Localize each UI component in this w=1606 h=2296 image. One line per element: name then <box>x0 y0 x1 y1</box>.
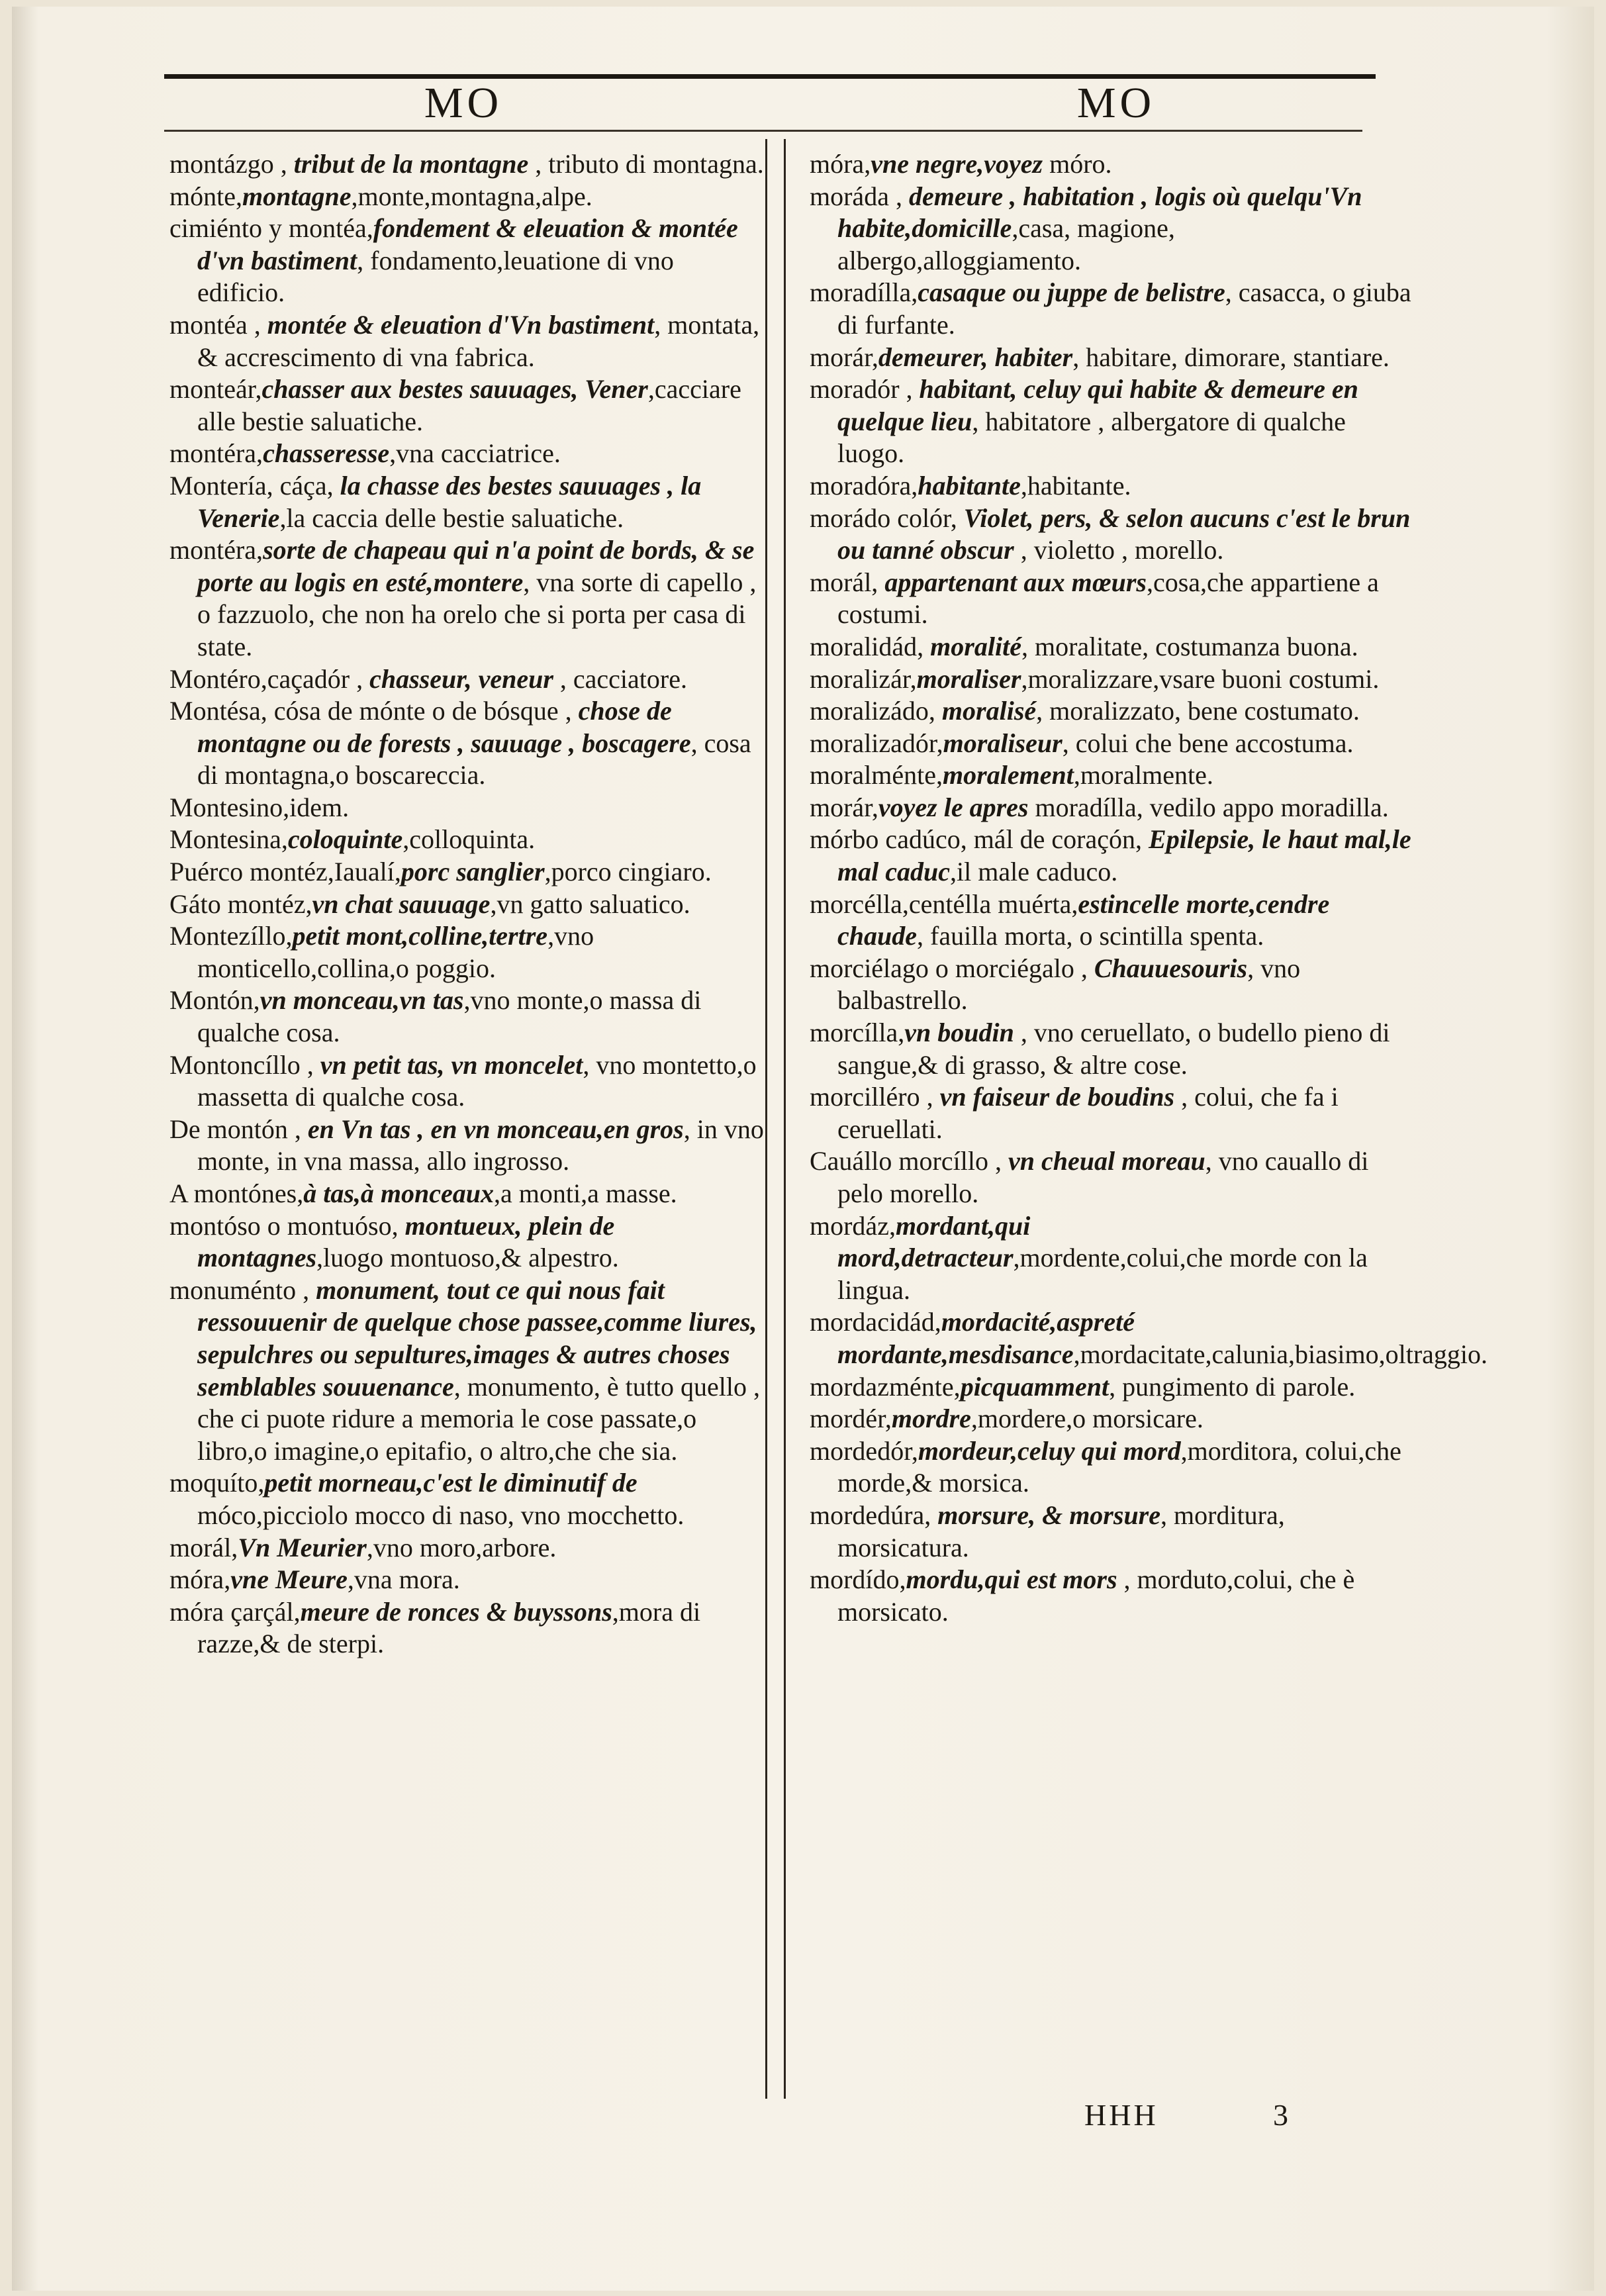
dictionary-entry <box>169 1210 764 1274</box>
french-gloss: moralité <box>930 631 1021 661</box>
left-column <box>169 148 764 1660</box>
italian-gloss: ,vna mora. <box>347 1564 460 1595</box>
spanish-headword: De montón , <box>169 1114 308 1144</box>
italian-gloss: ,vno monte,o massa di qualche cosa. <box>197 985 702 1048</box>
spanish-headword: Montesina, <box>169 824 288 855</box>
spanish-headword: mordér, <box>810 1404 892 1434</box>
italian-gloss: ,moralmente. <box>1073 760 1213 790</box>
spanish-headword: moráda , <box>810 181 909 211</box>
french-gloss: demeure , habitation , logis où quelqu'Vn habite,domicille <box>837 181 1362 244</box>
spanish-headword: morcélla,centélla muérta, <box>810 888 1078 919</box>
spanish-headword: móra, <box>169 1564 231 1595</box>
running-head-left: MO <box>424 79 503 127</box>
spanish-headword: Cauállo morcíllo , <box>810 1146 1008 1176</box>
dictionary-entry <box>169 824 764 856</box>
spanish-headword: mordacidád, <box>810 1307 941 1337</box>
dictionary-entry <box>810 1435 1417 1500</box>
italian-gloss: ,luogo montuoso,& alpestro. <box>316 1243 619 1273</box>
dictionary-entry <box>810 824 1417 888</box>
spanish-headword: mordáz, <box>810 1210 896 1241</box>
dictionary-entry <box>810 953 1417 1017</box>
spanish-headword: morál, <box>169 1532 238 1562</box>
italian-gloss: , montata, & accrescimento di vna fabrica. <box>197 309 760 372</box>
italian-gloss: ,casa, magione, albergo,alloggiamento. <box>837 213 1175 275</box>
spanish-headword: Montésa, cósa de mónte o de bósque , <box>169 696 579 726</box>
spanish-headword: moralidád, <box>810 631 931 661</box>
french-gloss: mordacité,aspreté mordante,mesdisance <box>837 1307 1135 1369</box>
column-rule-left <box>765 139 767 2099</box>
dictionary-entry <box>169 213 764 309</box>
italian-gloss: , habitatore , albergatore di qualche luogo. <box>837 406 1346 469</box>
spanish-headword: monuménto , <box>169 1274 316 1305</box>
french-gloss: mordeur,celuy qui mord <box>918 1435 1181 1466</box>
french-gloss: en Vn tas , en vn monceau,en gros <box>307 1114 684 1144</box>
dictionary-entry <box>810 1145 1417 1210</box>
spanish-headword: morádo colór, <box>810 502 964 533</box>
french-gloss: moraliser <box>916 663 1021 694</box>
italian-gloss: , habitare, dimorare, stantiare. <box>1072 342 1390 372</box>
dictionary-entry <box>810 728 1417 760</box>
spanish-headword: mordído, <box>810 1564 906 1595</box>
french-gloss: morsure, & morsure <box>937 1500 1161 1530</box>
italian-gloss: , vno balbastrello. <box>837 953 1301 1016</box>
dictionary-entry <box>810 1371 1417 1404</box>
french-gloss: meure de ronces & buyssons <box>300 1596 612 1627</box>
french-gloss: coloquinte <box>287 824 403 855</box>
spanish-headword: moralizádo, <box>810 696 942 726</box>
spanish-headword: mórbo cadúco, mál de coraçón, <box>810 824 1149 855</box>
italian-gloss: ,vn gatto saluatico. <box>490 888 690 919</box>
french-gloss: picquamment <box>960 1371 1110 1402</box>
dictionary-entry <box>810 888 1417 953</box>
dictionary-entry <box>169 373 764 438</box>
french-gloss: vn cheual moreau <box>1008 1146 1205 1176</box>
spanish-headword: montóso o montuóso, <box>169 1210 405 1241</box>
italian-gloss: , fauilla morta, o scintilla spenta. <box>917 921 1264 951</box>
italian-gloss: , colui che bene accostuma. <box>1062 728 1354 758</box>
italian-gloss: ,moralizzare,vsare buoni costumi. <box>1021 663 1380 694</box>
dictionary-entry <box>169 438 764 470</box>
dictionary-entry <box>810 663 1417 696</box>
dictionary-entry <box>169 1467 764 1531</box>
french-gloss: vne negre,voyez <box>871 149 1043 179</box>
dictionary-entry <box>810 759 1417 792</box>
french-gloss: montée & eleuation d'Vn bastiment <box>267 309 655 340</box>
dictionary-page <box>12 7 1594 2291</box>
spanish-headword: morál, <box>810 567 885 597</box>
italian-gloss: ,mordere,o morsicare. <box>970 1404 1204 1434</box>
french-gloss: à tas,à monceaux <box>303 1178 495 1208</box>
dictionary-entry <box>169 1049 764 1114</box>
dictionary-entry <box>810 1210 1417 1307</box>
spanish-headword: A montónes, <box>169 1178 304 1208</box>
right-column <box>810 148 1488 1628</box>
dictionary-entry <box>169 148 764 181</box>
italian-gloss: moradílla, vedilo appo moradilla. <box>1028 792 1389 822</box>
spanish-headword: morcílla, <box>810 1018 905 1048</box>
spanish-headword: móra, <box>810 149 871 179</box>
french-gloss: demeurer, habiter <box>878 342 1073 372</box>
spanish-headword: monteár, <box>169 374 262 405</box>
dictionary-entry <box>169 888 764 921</box>
dictionary-entry <box>810 181 1417 277</box>
spanish-headword: moquíto, <box>169 1468 265 1498</box>
french-gloss: porc sanglier <box>401 857 545 887</box>
italian-gloss: ,cosa,che appartiene a costumi. <box>837 567 1379 630</box>
header-subrule <box>164 130 1362 132</box>
spanish-headword: Montesino,idem. <box>169 792 350 822</box>
italian-gloss: , morduto,colui, che è morsicato. <box>837 1564 1355 1627</box>
french-gloss: vn boudin <box>904 1018 1014 1048</box>
dictionary-entry <box>169 984 764 1049</box>
french-gloss: vn faiseur de boudins <box>939 1082 1175 1112</box>
spanish-headword: Montón, <box>169 985 260 1016</box>
spanish-headword: mónte, <box>169 181 242 211</box>
french-gloss: fondement & eleuation & montée d'vn bastiment <box>197 213 738 275</box>
dictionary-entry <box>169 663 764 696</box>
italian-gloss: , casacca, o giuba di furfante. <box>837 277 1411 340</box>
french-gloss: tribut de la montagne <box>293 149 529 179</box>
french-gloss: monument, tout ce qui nous fait ressouuenir de quelque chose passee,comme liures, sepulchres ou sepultures,images & autres choses semblables souuenance <box>197 1274 757 1402</box>
dictionary-entry <box>169 1274 764 1468</box>
italian-gloss: ,vna cacciatrice. <box>389 438 561 469</box>
dictionary-entry <box>169 856 764 888</box>
spanish-headword: mordedór, <box>810 1435 918 1466</box>
italian-gloss: ,porco cingiaro. <box>544 857 712 887</box>
french-gloss: Violet, pers, & selon aucuns c'est le brun ou tanné obscur <box>837 502 1411 565</box>
italian-gloss: , in vno monte, in vna massa, allo ingrosso. <box>197 1114 764 1176</box>
italian-gloss: ,vno moro,arbore. <box>366 1532 557 1562</box>
spanish-headword: moradóra, <box>810 470 918 501</box>
italian-gloss: , violetto , morello. <box>1014 535 1224 565</box>
french-gloss: moraliseur <box>943 728 1063 758</box>
italian-gloss: ,colloquinta. <box>402 824 536 855</box>
dictionary-entry <box>169 309 764 373</box>
column-rule-right <box>784 139 786 2099</box>
french-gloss: habitante <box>918 470 1021 501</box>
spanish-headword: moralizadór, <box>810 728 943 758</box>
french-gloss: chose de montagne ou de forests , sauuage , boscagere <box>197 696 691 758</box>
spanish-headword: morár, <box>810 342 878 372</box>
dictionary-entry <box>810 470 1417 502</box>
spanish-headword: mordazménte, <box>810 1371 961 1402</box>
french-gloss: chasser aux bestes sauuages, Vener <box>261 374 648 405</box>
dictionary-entry <box>810 1564 1417 1628</box>
spanish-headword: mordedúra, <box>810 1500 938 1530</box>
italian-gloss: ,cacciare alle bestie saluatiche. <box>197 374 741 436</box>
spanish-headword: Gáto montéz, <box>169 888 312 919</box>
french-gloss: mordre <box>891 1404 971 1434</box>
french-gloss: voyez le apres <box>878 792 1029 822</box>
spanish-headword: morciélago o morciégalo , <box>810 953 1094 983</box>
italian-gloss: ,habitante. <box>1020 470 1131 501</box>
french-gloss: casaque ou juppe de belistre <box>918 277 1225 308</box>
signature-number: 3 <box>1273 2098 1288 2132</box>
italian-gloss: , vno cauallo di pelo morello. <box>837 1146 1369 1208</box>
italian-gloss: , moralitate, costumanza buona. <box>1021 631 1358 661</box>
french-gloss: mordu,qui est mors <box>906 1564 1117 1595</box>
dictionary-entry <box>810 1081 1417 1145</box>
spanish-headword: Montezíllo, <box>169 921 293 951</box>
dictionary-entry <box>169 1178 764 1210</box>
dictionary-entry <box>169 534 764 663</box>
french-gloss: vne Meure <box>230 1564 348 1595</box>
spanish-headword: moralizár, <box>810 663 917 694</box>
dictionary-entry <box>810 277 1417 341</box>
spanish-headword: Puérco montéz,Iaualí, <box>169 857 401 887</box>
dictionary-entry <box>810 502 1417 567</box>
french-gloss: Epilepsie, le haut mal,le mal caduc <box>837 824 1411 887</box>
dictionary-entry <box>169 181 764 213</box>
french-gloss: la chasse des bestes sauuages , la Venerie <box>197 470 702 533</box>
spanish-headword: morcilléro , <box>810 1082 940 1112</box>
dictionary-entry <box>169 1114 764 1178</box>
italian-gloss: ,a monti,a masse. <box>494 1178 677 1208</box>
dictionary-entry <box>810 373 1417 470</box>
french-gloss: Chauuesouris <box>1094 953 1248 983</box>
french-gloss: montagne <box>242 181 352 211</box>
spanish-headword: moradílla, <box>810 277 918 308</box>
dictionary-entry <box>169 792 764 824</box>
italian-gloss: ,monte,montagna,alpe. <box>351 181 592 211</box>
dictionary-entry <box>169 695 764 792</box>
dictionary-entry <box>810 1017 1417 1081</box>
french-gloss: appartenant aux mœurs <box>884 567 1147 597</box>
italian-gloss: ,mordente,colui,che morde con la lingua. <box>837 1243 1368 1305</box>
dictionary-entry <box>810 1306 1488 1370</box>
french-gloss: mordant,qui mord,detracteur <box>837 1210 1031 1273</box>
spanish-headword: montéra, <box>169 438 263 469</box>
spanish-headword: Montoncíllo , <box>169 1049 320 1080</box>
italian-gloss: ,mora di razze,& de sterpi. <box>197 1596 701 1659</box>
french-gloss: petit morneau,c'est le diminutif de <box>264 1468 638 1498</box>
italian-gloss: , cacciatore. <box>553 663 687 694</box>
italian-gloss: , vno montetto,o massetta di qualche cosa. <box>197 1049 757 1112</box>
dictionary-entry <box>169 1532 764 1564</box>
spanish-headword: cimiénto y montéa, <box>169 213 373 244</box>
french-gloss: habitant, celuy qui habite & demeure en quelque lieu <box>837 374 1358 436</box>
dictionary-entry <box>169 920 764 984</box>
running-head-right: MO <box>1076 79 1156 127</box>
spanish-headword: móra çarçál, <box>169 1596 301 1627</box>
italian-gloss: , moralizzato, bene costumato. <box>1036 696 1360 726</box>
dictionary-entry <box>169 1564 764 1596</box>
italian-gloss: , fondamento,leuatione di vno edificio. <box>197 245 674 308</box>
italian-gloss: , vna sorte di capello , o fazzuolo, che non ha orelo che si porta per casa di state. <box>197 567 757 661</box>
italian-gloss: ,la caccia delle bestie saluatiche. <box>279 502 624 533</box>
french-gloss: sorte de chapeau qui n'a point de bords, & se porte au logis en esté,montere <box>197 535 755 597</box>
spanish-headword: Montería, cáça, <box>169 470 340 501</box>
dictionary-entry <box>810 1500 1417 1564</box>
italian-gloss: , cosa di montagna,o boscareccia. <box>197 728 751 790</box>
italian-gloss: , colui, che fa i ceruellati. <box>837 1082 1339 1144</box>
french-gloss: vn chat sauuage <box>312 888 491 919</box>
french-gloss: vn petit tas, vn moncelet <box>320 1049 583 1080</box>
italian-gloss: móro. <box>1043 149 1112 179</box>
french-gloss: montueux, plein de montagnes <box>197 1210 615 1273</box>
italian-gloss: ,morditora, colui,che morde,& morsica. <box>837 1435 1401 1498</box>
french-gloss: Vn Meurier <box>238 1532 367 1562</box>
spanish-headword: moralménte, <box>810 760 943 790</box>
italian-gloss: móco,picciolo mocco di naso, vno mocchetto. <box>197 1500 685 1530</box>
italian-gloss: , pungimento di parole. <box>1109 1371 1356 1402</box>
french-gloss: chasseur, veneur <box>369 663 553 694</box>
spanish-headword: morár, <box>810 792 878 822</box>
italian-gloss: ,vno monticello,collina,o poggio. <box>197 921 594 983</box>
dictionary-entry <box>169 470 764 534</box>
french-gloss: chasseresse <box>263 438 390 469</box>
italian-gloss: , vno ceruellato, o budello pieno di sangue,& di grasso, & altre cose. <box>837 1018 1390 1080</box>
italian-gloss: , monumento, è tutto quello , che ci puote ridure a memoria le cose passate,o libro,o imagine,o epitafio, o altro,che che sia. <box>197 1371 760 1466</box>
spanish-headword: montázgo , <box>169 149 294 179</box>
italian-gloss: , tributo di montagna. <box>528 149 764 179</box>
french-gloss: moralement <box>943 760 1074 790</box>
french-gloss: petit mont,colline,tertre <box>292 921 548 951</box>
spanish-headword: montéra, <box>169 535 263 565</box>
dictionary-entry <box>810 567 1417 631</box>
dictionary-entry <box>169 1596 764 1660</box>
spanish-headword: moradór , <box>810 374 920 405</box>
spanish-headword: Montéro,caçadór , <box>169 663 370 694</box>
dictionary-entry <box>810 148 1417 181</box>
dictionary-entry <box>810 631 1417 663</box>
dictionary-entry <box>810 695 1417 728</box>
dictionary-entry <box>810 792 1417 824</box>
french-gloss: estincelle morte,cendre chaude <box>837 888 1330 951</box>
french-gloss: vn monceau,vn tas <box>260 985 464 1016</box>
italian-gloss: , morditura, morsicatura. <box>837 1500 1285 1562</box>
signature-mark: HHH <box>1084 2098 1158 2132</box>
dictionary-entry <box>810 342 1417 374</box>
french-gloss: moralisé <box>941 696 1037 726</box>
spanish-headword: montéa , <box>169 309 267 340</box>
italian-gloss: ,mordacitate,calunia,biasimo,oltraggio. <box>1073 1339 1488 1369</box>
italian-gloss: ,il male caduco. <box>949 857 1118 887</box>
dictionary-entry <box>810 1403 1417 1435</box>
